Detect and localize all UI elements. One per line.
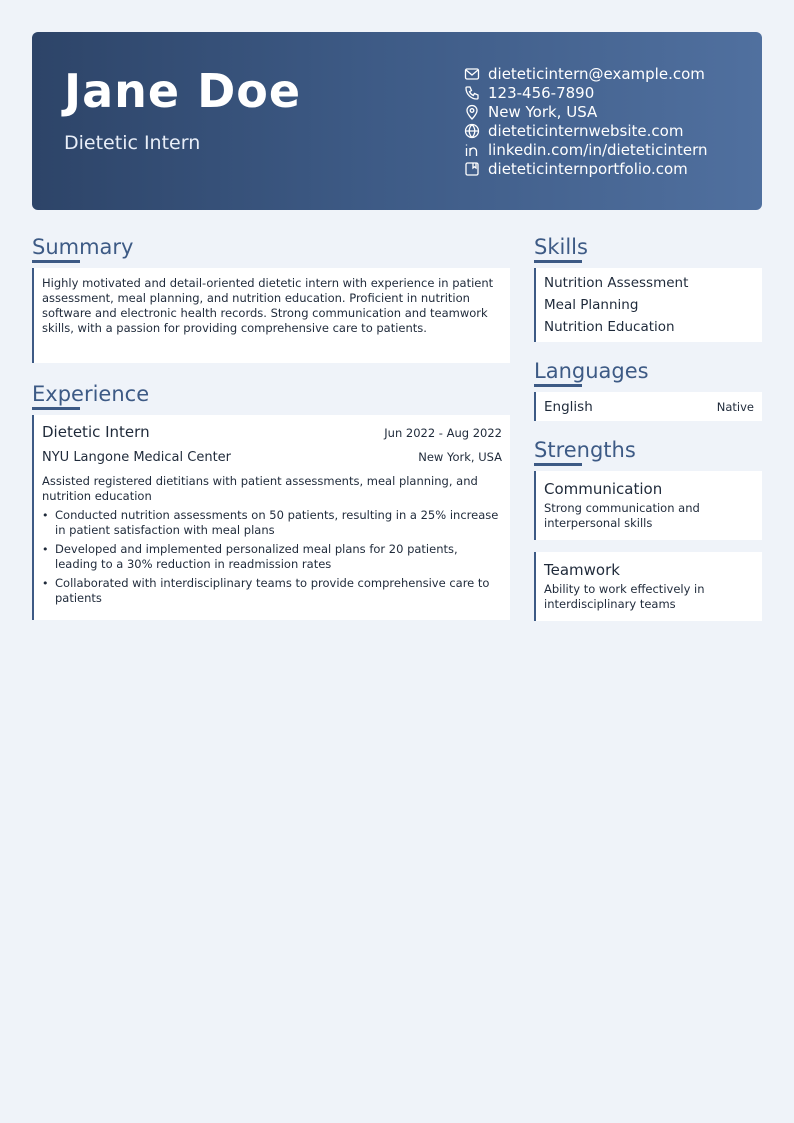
contact-text: 123-456-7890 bbox=[488, 83, 595, 102]
summary-section bbox=[32, 234, 510, 363]
section-underline bbox=[32, 407, 80, 410]
languages-section bbox=[534, 358, 762, 421]
portfolio-icon bbox=[464, 161, 480, 177]
contact-text: dieteticintern@example.com bbox=[488, 64, 705, 83]
section-title: Summary bbox=[32, 235, 134, 259]
side-column bbox=[534, 234, 762, 633]
section-underline bbox=[534, 260, 582, 263]
linkedin-icon bbox=[464, 142, 480, 158]
contact-list bbox=[464, 64, 756, 178]
skill-item: Meal Planning bbox=[544, 297, 639, 313]
phone-icon bbox=[464, 85, 480, 101]
strength-item bbox=[534, 471, 762, 540]
strengths-section bbox=[534, 437, 762, 621]
mail-icon bbox=[464, 66, 480, 82]
strength-item bbox=[534, 552, 762, 621]
job-dates: Jun 2022 - Aug 2022 bbox=[384, 426, 502, 440]
contact-linkedin[interactable] bbox=[464, 140, 756, 159]
language-level: Native bbox=[716, 399, 754, 414]
experience-item bbox=[32, 415, 510, 620]
contact-text: New York, USA bbox=[488, 102, 598, 121]
section-title: Skills bbox=[534, 235, 588, 259]
job-description: Assisted registered dietitians with patient assessments, meal planning, and nutrition education bbox=[42, 474, 478, 503]
section-title: Experience bbox=[32, 382, 150, 406]
list-item: • Collaborated with interdisciplinary teams to provide comprehensive care to patients bbox=[42, 576, 490, 605]
bullet-icon: • bbox=[42, 577, 49, 590]
job-location: New York, USA bbox=[418, 450, 502, 464]
experience-section bbox=[32, 381, 510, 620]
contact-email[interactable] bbox=[464, 64, 756, 83]
strength-description: Ability to work effectively in interdisciplinary teams bbox=[544, 582, 705, 611]
candidate-role: Dietetic Intern bbox=[64, 132, 201, 154]
bullet-icon: • bbox=[42, 509, 49, 522]
skill-item: Nutrition Assessment bbox=[544, 275, 689, 291]
section-underline bbox=[534, 384, 582, 387]
section-title: Languages bbox=[534, 359, 649, 383]
job-title: Dietetic Intern bbox=[42, 423, 150, 441]
candidate-name: Jane Doe bbox=[64, 64, 302, 118]
job-bullets bbox=[42, 508, 502, 606]
summary-text: Highly motivated and detail-oriented dietetic intern with experience in patient assessment, meal planning, and nutrition education. Proficient in nutrition software and electronic health records. Strong communication and teamwork skills, with a passion for providing comprehensive care to patients. bbox=[32, 268, 510, 363]
resume-header bbox=[32, 32, 762, 210]
main-column bbox=[32, 234, 510, 620]
language-item bbox=[534, 392, 762, 421]
contact-portfolio[interactable] bbox=[464, 159, 756, 178]
strength-description: Strong communication and interpersonal skills bbox=[544, 501, 700, 530]
strength-title: Communication bbox=[544, 480, 663, 498]
skills-list bbox=[534, 268, 762, 342]
company-name: NYU Langone Medical Center bbox=[42, 450, 232, 465]
skills-section bbox=[534, 234, 762, 342]
language-name: English bbox=[544, 398, 593, 415]
contact-phone[interactable] bbox=[464, 83, 756, 102]
contact-website[interactable] bbox=[464, 121, 756, 140]
contact-text: dieteticinternwebsite.com bbox=[488, 121, 684, 140]
contact-location bbox=[464, 102, 756, 121]
section-underline bbox=[32, 260, 80, 263]
globe-icon bbox=[464, 123, 480, 139]
strength-title: Teamwork bbox=[544, 561, 620, 579]
contact-text: dieteticinternportfolio.com bbox=[488, 159, 688, 178]
bullet-icon: • bbox=[42, 543, 49, 556]
section-underline bbox=[534, 463, 582, 466]
section-title: Strengths bbox=[534, 438, 636, 462]
list-item: • Developed and implemented personalized meal plans for 20 patients, leading to a 30% reduction in readmission rates bbox=[42, 542, 458, 571]
contact-text: linkedin.com/in/dieteticintern bbox=[488, 140, 708, 159]
location-icon bbox=[464, 104, 480, 120]
list-item: • Conducted nutrition assessments on 50 patients, resulting in a 25% increase in patient satisfaction with meal plans bbox=[42, 508, 499, 537]
skill-item: Nutrition Education bbox=[544, 319, 675, 335]
